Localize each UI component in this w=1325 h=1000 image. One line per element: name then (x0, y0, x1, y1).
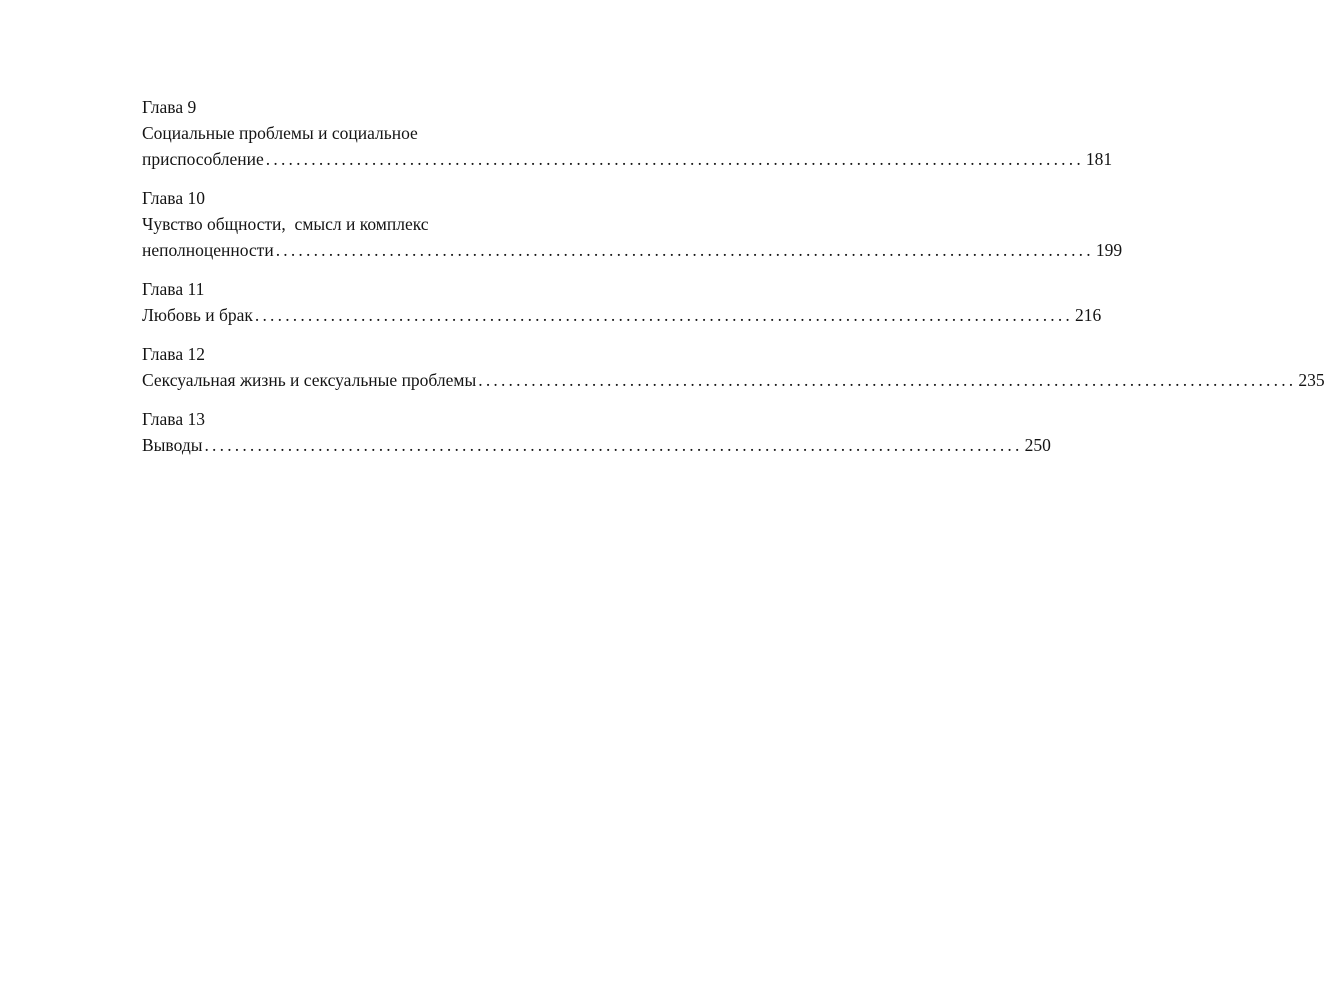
toc-entry-chapter-10 (142, 185, 1123, 263)
dot-leader: ............................................................................................................ (478, 370, 1297, 390)
chapter-label: Глава 11 (142, 279, 205, 299)
chapter-title-row (142, 237, 1123, 263)
page-number: 216 (1075, 305, 1102, 325)
dot-leader: ............................................................................................................ (254, 305, 1073, 325)
toc-entry-chapter-12 (142, 341, 1325, 393)
chapter-title-row (142, 146, 1113, 172)
chapter-label: Глава 13 (142, 409, 205, 429)
chapter-title-line: Чувство общности, смысл и комплекс (142, 214, 429, 234)
chapter-label: Глава 10 (142, 188, 205, 208)
dot-leader: ............................................................................................................ (204, 435, 1023, 455)
chapter-title: Любовь и брак (142, 305, 253, 325)
dot-leader: ............................................................................................................ (265, 149, 1084, 169)
table-of-contents (142, 94, 1325, 471)
chapter-title: Сексуальная жизнь и сексуальные проблемы (142, 370, 477, 390)
chapter-title-row (142, 367, 1325, 393)
toc-entry-chapter-9 (142, 94, 1113, 172)
chapter-label: Глава 9 (142, 97, 197, 117)
page-number: 199 (1095, 240, 1123, 260)
page-number: 250 (1024, 435, 1051, 455)
chapter-title-row (142, 302, 1102, 328)
page-number: 235 (1298, 370, 1325, 390)
chapter-title-row (142, 432, 1051, 458)
chapter-title: приспособление (142, 149, 264, 169)
dot-leader: ............................................................................................................ (275, 240, 1094, 260)
chapter-title-line: Социальные проблемы и социальное (142, 123, 418, 143)
toc-entry-chapter-13 (142, 406, 1051, 458)
page-number: 181 (1085, 149, 1113, 169)
toc-entry-chapter-11 (142, 276, 1102, 328)
chapter-title: Выводы (142, 435, 203, 455)
chapter-label: Глава 12 (142, 344, 205, 364)
chapter-title: неполноценности (142, 240, 274, 260)
